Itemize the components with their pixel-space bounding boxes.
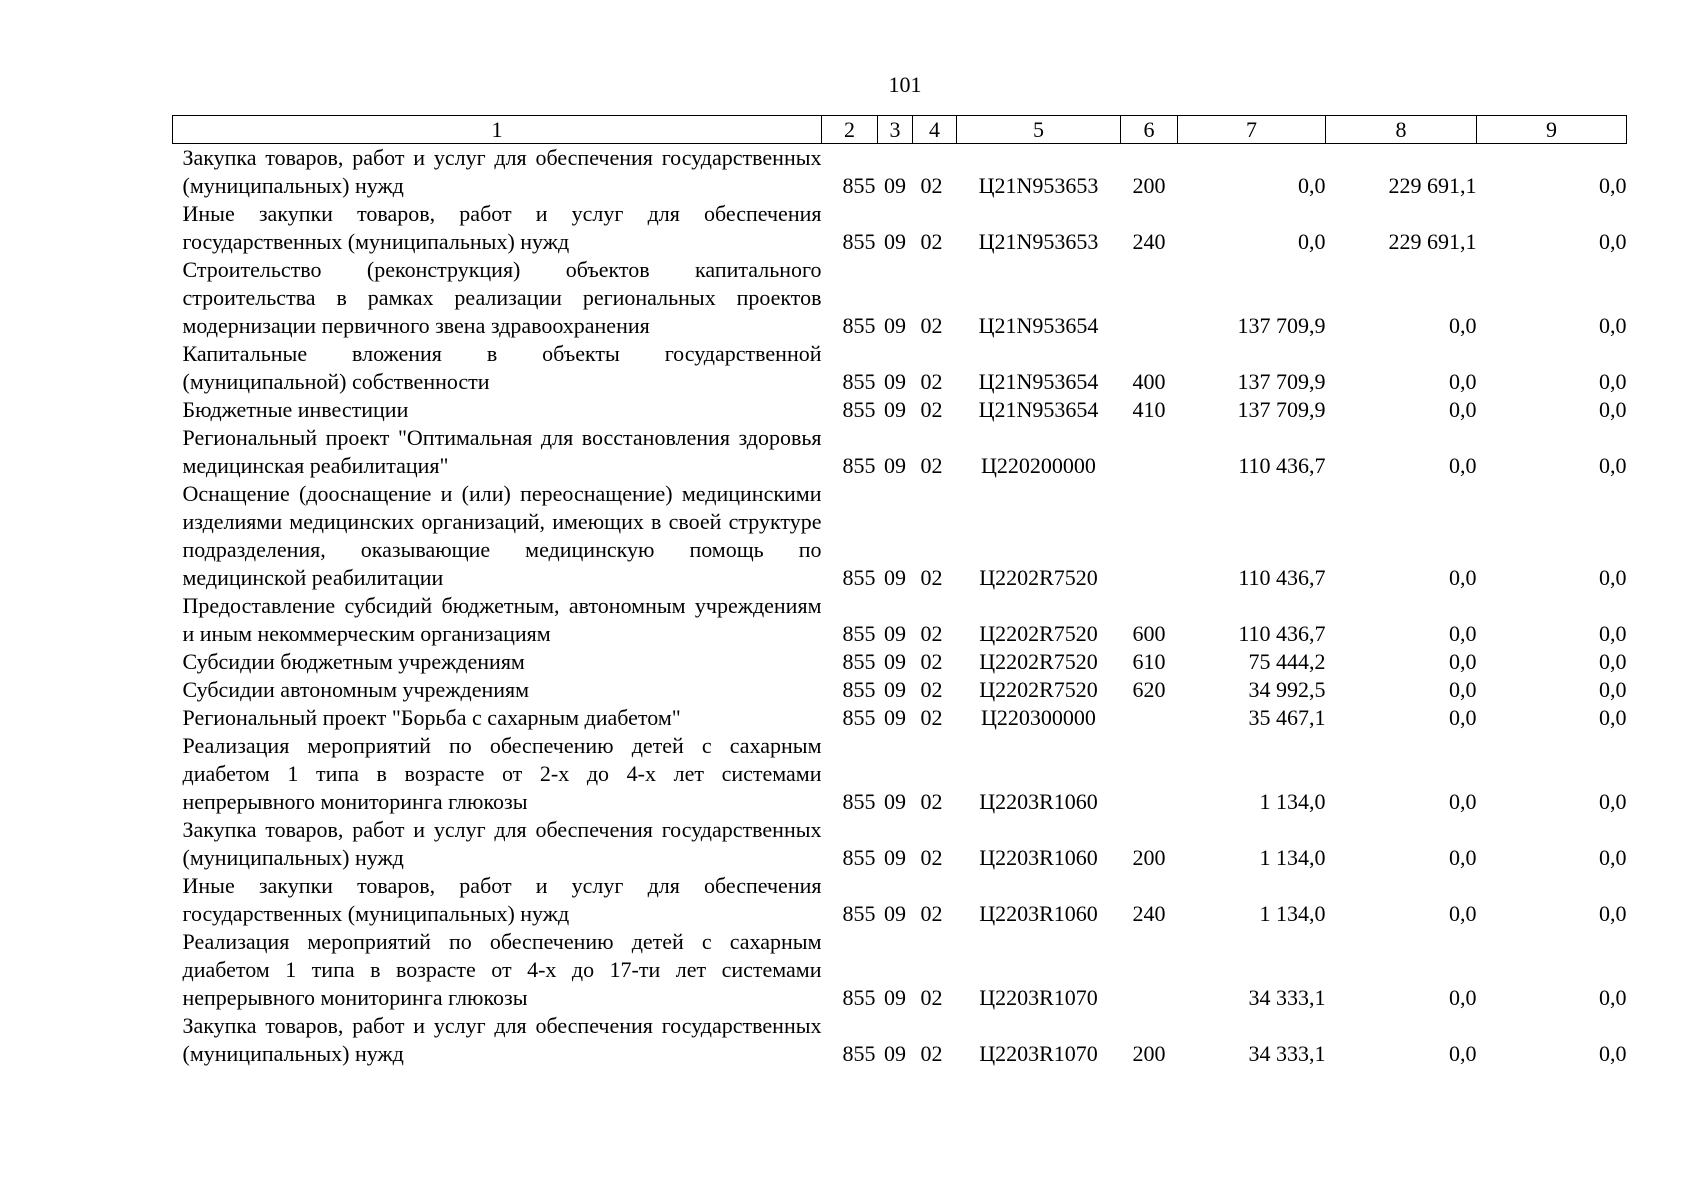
row-amount-col8: 0,0 bbox=[1449, 789, 1477, 814]
row-admin-code: 855 bbox=[842, 845, 876, 870]
row-admin-code: 855 bbox=[842, 1041, 876, 1066]
row-name: Закупка товаров, работ и услуг для обеспечения государственных (муниципальных) нужд bbox=[182, 817, 822, 870]
table-row bbox=[173, 872, 1627, 928]
row-expense-type: 600 bbox=[1132, 621, 1166, 646]
row-target-article: Ц2203R1060 bbox=[979, 789, 1098, 814]
header-col-9: 9 bbox=[1477, 116, 1627, 144]
row-target-article: Ц220200000 bbox=[981, 453, 1096, 478]
row-admin-code: 855 bbox=[842, 229, 876, 254]
header-col-6: 6 bbox=[1121, 116, 1178, 144]
row-name: Закупка товаров, работ и услуг для обеспечения государственных (муниципальных) нужд bbox=[182, 1013, 822, 1066]
row-amount-col8: 0,0 bbox=[1449, 565, 1477, 590]
row-subsection: 02 bbox=[920, 845, 943, 870]
row-target-article: Ц220300000 bbox=[981, 705, 1096, 730]
row-admin-code: 855 bbox=[842, 621, 876, 646]
row-name: Бюджетные инвестиции bbox=[182, 397, 409, 422]
row-admin-code: 855 bbox=[842, 705, 876, 730]
row-expense-type bbox=[1121, 704, 1178, 732]
table-row bbox=[173, 480, 1627, 592]
row-name: Региональный проект "Оптимальная для восстановления здоровья медицинская реабилитация" bbox=[182, 425, 822, 478]
row-target-article: Ц2203R1070 bbox=[979, 985, 1098, 1010]
row-name: Оснащение (дооснащение и (или) переоснащение) медицинскими изделиями медицинских организаций, имеющих в своей структуре подразделения, оказывающие медицинскую помощь по медицинской реабилитации bbox=[182, 481, 822, 590]
row-subsection: 02 bbox=[920, 985, 943, 1010]
row-admin-code: 855 bbox=[842, 565, 876, 590]
row-admin-code: 855 bbox=[842, 649, 876, 674]
row-name: Субсидии бюджетным учреждениям bbox=[182, 649, 525, 674]
row-subsection: 02 bbox=[920, 453, 943, 478]
row-target-article: Ц21N953654 bbox=[978, 369, 1099, 394]
row-section: 09 bbox=[884, 173, 906, 198]
row-expense-type: 400 bbox=[1132, 369, 1166, 394]
header-row bbox=[173, 116, 1627, 144]
row-section: 09 bbox=[884, 901, 906, 926]
table-body bbox=[173, 144, 1627, 1069]
row-section: 09 bbox=[884, 313, 906, 338]
table-row bbox=[173, 340, 1627, 396]
row-subsection: 02 bbox=[920, 369, 943, 394]
row-amount-col7: 0,0 bbox=[1298, 173, 1326, 198]
header-col-1: 1 bbox=[173, 116, 822, 144]
row-admin-code: 855 bbox=[842, 453, 876, 478]
row-amount-col8: 0,0 bbox=[1449, 649, 1477, 674]
row-amount-col7: 137 709,9 bbox=[1237, 313, 1326, 338]
row-target-article: Ц21N953654 bbox=[978, 313, 1099, 338]
row-amount-col7: 110 436,7 bbox=[1238, 565, 1326, 590]
row-admin-code: 855 bbox=[842, 369, 876, 394]
row-subsection: 02 bbox=[920, 705, 943, 730]
row-amount-col9: 0,0 bbox=[1599, 1041, 1627, 1066]
row-name: Строительство (реконструкция) объектов капитального строительства в рамках реализации региональных проектов модернизации первичного звена здравоохранения bbox=[182, 257, 822, 338]
row-amount-col8: 0,0 bbox=[1449, 901, 1477, 926]
row-amount-col8: 0,0 bbox=[1449, 397, 1477, 422]
row-target-article: Ц2202R7520 bbox=[979, 565, 1098, 590]
row-section: 09 bbox=[884, 565, 906, 590]
row-expense-type: 410 bbox=[1132, 397, 1166, 422]
row-expense-type bbox=[1121, 732, 1178, 816]
table-row bbox=[173, 816, 1627, 872]
row-subsection: 02 bbox=[920, 565, 943, 590]
header-col-7: 7 bbox=[1178, 116, 1326, 144]
row-name: Субсидии автономным учреждениям bbox=[182, 677, 530, 702]
row-amount-col8: 0,0 bbox=[1449, 985, 1477, 1010]
row-section: 09 bbox=[884, 369, 906, 394]
row-amount-col7: 34 992,5 bbox=[1248, 677, 1326, 702]
table-row bbox=[173, 424, 1627, 480]
row-amount-col9: 0,0 bbox=[1599, 565, 1627, 590]
row-name: Иные закупки товаров, работ и услуг для обеспечения государственных (муниципальных) нужд bbox=[182, 873, 822, 926]
row-amount-col8: 0,0 bbox=[1449, 313, 1477, 338]
table-row bbox=[173, 648, 1627, 676]
table-row bbox=[173, 732, 1627, 816]
table-row bbox=[173, 928, 1627, 1012]
row-section: 09 bbox=[884, 985, 906, 1010]
row-amount-col7: 75 444,2 bbox=[1248, 649, 1326, 674]
row-expense-type bbox=[1121, 928, 1178, 1012]
row-amount-col8: 0,0 bbox=[1449, 369, 1477, 394]
row-amount-col8: 0,0 bbox=[1449, 453, 1477, 478]
row-expense-type: 610 bbox=[1132, 649, 1166, 674]
row-amount-col9: 0,0 bbox=[1599, 901, 1627, 926]
row-amount-col9: 0,0 bbox=[1599, 369, 1627, 394]
row-section: 09 bbox=[884, 1041, 906, 1066]
table-row bbox=[173, 144, 1627, 201]
row-name: Региональный проект "Борьба с сахарным диабетом" bbox=[182, 705, 681, 730]
row-expense-type: 240 bbox=[1132, 229, 1166, 254]
row-amount-col7: 34 333,1 bbox=[1248, 1041, 1326, 1066]
row-section: 09 bbox=[884, 397, 906, 422]
row-amount-col8: 0,0 bbox=[1449, 677, 1477, 702]
row-section: 09 bbox=[884, 621, 906, 646]
table-row bbox=[173, 396, 1627, 424]
row-amount-col9: 0,0 bbox=[1599, 621, 1627, 646]
row-amount-col7: 110 436,7 bbox=[1238, 453, 1326, 478]
row-amount-col9: 0,0 bbox=[1599, 313, 1627, 338]
header-col-5: 5 bbox=[957, 116, 1121, 144]
row-target-article: Ц21N953654 bbox=[978, 397, 1099, 422]
row-amount-col8: 229 691,1 bbox=[1388, 229, 1477, 254]
row-amount-col7: 1 134,0 bbox=[1259, 901, 1326, 926]
budget-table bbox=[172, 115, 1627, 1068]
row-amount-col7: 137 709,9 bbox=[1237, 369, 1326, 394]
row-subsection: 02 bbox=[920, 1041, 943, 1066]
row-target-article: Ц2202R7520 bbox=[979, 649, 1098, 674]
row-admin-code: 855 bbox=[842, 789, 876, 814]
row-expense-type bbox=[1121, 256, 1178, 340]
row-target-article: Ц21N953653 bbox=[978, 173, 1099, 198]
header-col-8: 8 bbox=[1326, 116, 1477, 144]
row-section: 09 bbox=[884, 649, 906, 674]
row-admin-code: 855 bbox=[842, 313, 876, 338]
row-target-article: Ц2203R1060 bbox=[979, 845, 1098, 870]
row-subsection: 02 bbox=[920, 621, 943, 646]
row-subsection: 02 bbox=[920, 313, 943, 338]
row-amount-col9: 0,0 bbox=[1599, 173, 1627, 198]
row-subsection: 02 bbox=[920, 649, 943, 674]
row-target-article: Ц21N953653 bbox=[978, 229, 1099, 254]
row-section: 09 bbox=[884, 845, 906, 870]
header-col-2: 2 bbox=[822, 116, 878, 144]
row-amount-col7: 110 436,7 bbox=[1238, 621, 1326, 646]
row-amount-col9: 0,0 bbox=[1599, 677, 1627, 702]
row-amount-col9: 0,0 bbox=[1599, 845, 1627, 870]
row-amount-col8: 0,0 bbox=[1449, 845, 1477, 870]
row-amount-col7: 0,0 bbox=[1298, 229, 1326, 254]
page-number: 101 bbox=[888, 72, 922, 97]
row-amount-col8: 0,0 bbox=[1449, 705, 1477, 730]
table-row bbox=[173, 592, 1627, 648]
row-expense-type: 620 bbox=[1132, 677, 1166, 702]
row-amount-col9: 0,0 bbox=[1599, 789, 1627, 814]
row-subsection: 02 bbox=[920, 173, 943, 198]
row-amount-col8: 0,0 bbox=[1449, 621, 1477, 646]
row-amount-col7: 1 134,0 bbox=[1259, 845, 1326, 870]
table-row bbox=[173, 1012, 1627, 1068]
row-target-article: Ц2202R7520 bbox=[979, 621, 1098, 646]
row-subsection: 02 bbox=[920, 901, 943, 926]
row-name: Иные закупки товаров, работ и услуг для обеспечения государственных (муниципальных) нужд bbox=[182, 201, 822, 254]
row-amount-col7: 1 134,0 bbox=[1259, 789, 1326, 814]
row-target-article: Ц2203R1070 bbox=[979, 1041, 1098, 1066]
row-section: 09 bbox=[884, 229, 906, 254]
row-expense-type: 200 bbox=[1132, 1041, 1166, 1066]
row-section: 09 bbox=[884, 677, 906, 702]
row-amount-col9: 0,0 bbox=[1599, 397, 1627, 422]
table-row bbox=[173, 256, 1627, 340]
row-expense-type: 200 bbox=[1132, 173, 1166, 198]
row-expense-type bbox=[1121, 480, 1178, 592]
row-name: Капитальные вложения в объекты государственной (муниципальной) собственности bbox=[182, 341, 822, 394]
row-name: Закупка товаров, работ и услуг для обеспечения государственных (муниципальных) нужд bbox=[182, 145, 822, 198]
row-subsection: 02 bbox=[920, 397, 943, 422]
row-name: Предоставление субсидий бюджетным, автономным учреждениям и иным некоммерческим организациям bbox=[182, 593, 822, 646]
row-admin-code: 855 bbox=[842, 173, 876, 198]
row-amount-col9: 0,0 bbox=[1599, 453, 1627, 478]
row-admin-code: 855 bbox=[842, 985, 876, 1010]
row-amount-col7: 35 467,1 bbox=[1248, 705, 1326, 730]
row-admin-code: 855 bbox=[842, 397, 876, 422]
row-subsection: 02 bbox=[920, 789, 943, 814]
row-name: Реализация мероприятий по обеспечению детей с сахарным диабетом 1 типа в возрасте от 2-х до 4-х лет системами непрерывного мониторинга глюкозы bbox=[182, 733, 822, 814]
row-expense-type bbox=[1121, 424, 1178, 480]
row-amount-col7: 137 709,9 bbox=[1237, 397, 1326, 422]
table-row bbox=[173, 200, 1627, 256]
row-subsection: 02 bbox=[920, 677, 943, 702]
row-section: 09 bbox=[884, 453, 906, 478]
row-section: 09 bbox=[884, 789, 906, 814]
header-col-4: 4 bbox=[913, 116, 957, 144]
row-amount-col9: 0,0 bbox=[1599, 705, 1627, 730]
row-expense-type: 240 bbox=[1132, 901, 1166, 926]
row-admin-code: 855 bbox=[842, 677, 876, 702]
row-amount-col7: 34 333,1 bbox=[1248, 985, 1326, 1010]
table-row bbox=[173, 676, 1627, 704]
row-amount-col9: 0,0 bbox=[1599, 985, 1627, 1010]
row-amount-col9: 0,0 bbox=[1599, 649, 1627, 674]
row-subsection: 02 bbox=[920, 229, 943, 254]
table-row bbox=[173, 704, 1627, 732]
row-target-article: Ц2202R7520 bbox=[979, 677, 1098, 702]
row-amount-col8: 229 691,1 bbox=[1388, 173, 1477, 198]
row-amount-col9: 0,0 bbox=[1599, 229, 1627, 254]
row-amount-col8: 0,0 bbox=[1449, 1041, 1477, 1066]
row-admin-code: 855 bbox=[842, 901, 876, 926]
row-expense-type: 200 bbox=[1132, 845, 1166, 870]
row-target-article: Ц2203R1060 bbox=[979, 901, 1098, 926]
header-col-3: 3 bbox=[878, 116, 913, 144]
row-name: Реализация мероприятий по обеспечению детей с сахарным диабетом 1 типа в возрасте от 4-х до 17-ти лет системами непрерывного мониторинга глюкозы bbox=[182, 929, 822, 1010]
row-section: 09 bbox=[884, 705, 906, 730]
